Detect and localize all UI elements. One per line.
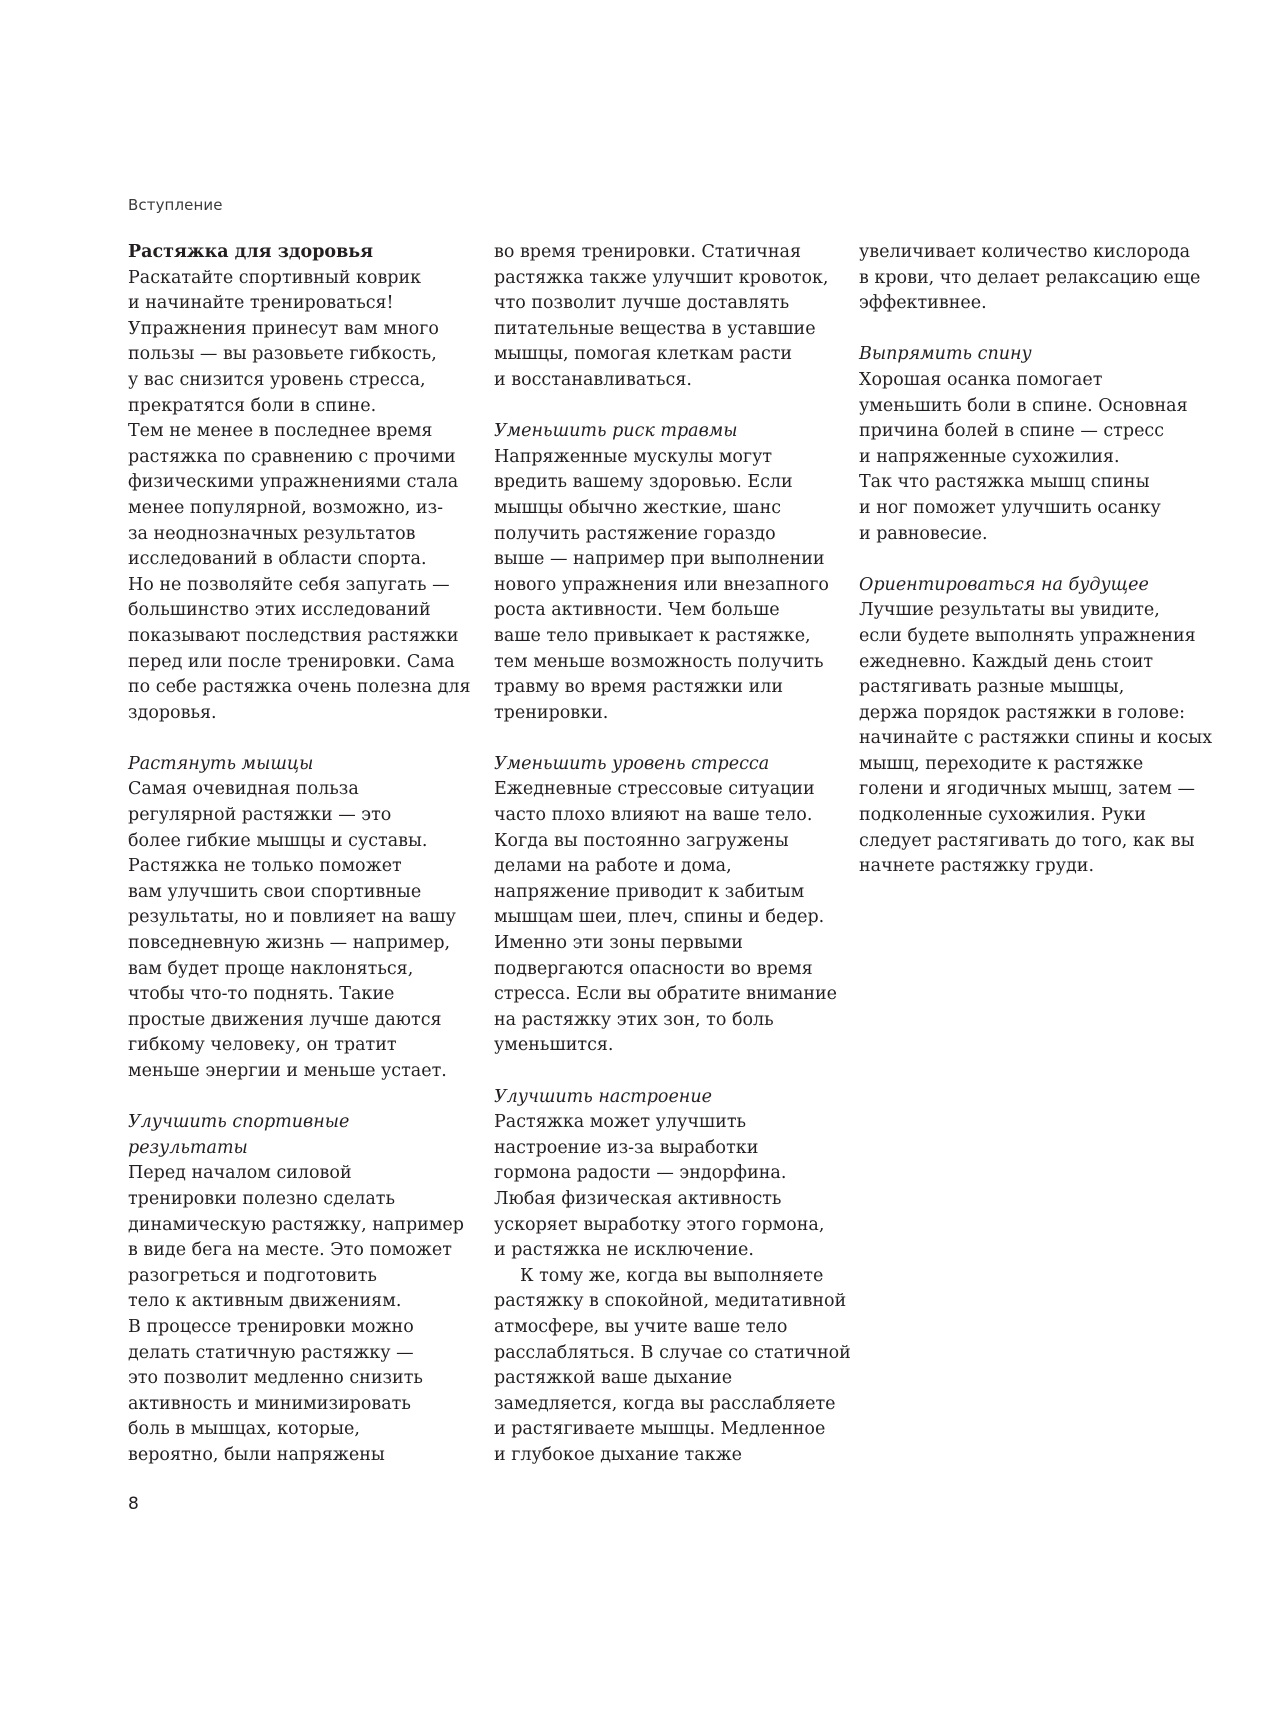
body-text-line: на растяжку этих зон, то боль (494, 1009, 774, 1030)
section-heading-line: Уменьшить риск травмы (494, 421, 738, 442)
body-text-line: Растяжка может улучшить (494, 1112, 747, 1133)
body-text-line: Хорошая осанка помогает (859, 369, 1103, 390)
paragraph-gap (128, 1085, 488, 1111)
body-text-line: Перед началом силовой (128, 1163, 352, 1184)
body-text-line: уменьшится. (494, 1035, 614, 1056)
body-text-line: часто плохо влияют на ваше тело. (494, 805, 813, 826)
body-text-line: эффективнее. (859, 293, 987, 314)
body-text-line: следует растягивать до того, как вы (859, 830, 1195, 851)
body-text-line: мышцы, помогая клеткам расти (494, 344, 793, 365)
body-text-line: тем меньше возможность получить (494, 651, 824, 672)
body-text-line: менее популярной, возможно, из- (128, 497, 444, 518)
body-text-line: нового упражнения или внезапного (494, 574, 829, 595)
body-text-line: если будете выполнять упражнения (859, 625, 1196, 646)
body-text-line: стресса. Если вы обратите внимание (494, 984, 838, 1005)
section-heading-line: Улучшить настроение (494, 1086, 712, 1107)
body-text-line: мышцы обычно жесткие, шанс (494, 497, 782, 518)
body-text-line: это позволит медленно снизить (128, 1368, 423, 1389)
section-heading-line: Уменьшить уровень стресса (494, 753, 770, 774)
section-heading-line: Улучшить спортивные (128, 1112, 350, 1133)
body-text-line: прекратятся боли в спине. (128, 395, 377, 416)
body-text-line: подвергаются опасности во время (494, 958, 813, 979)
body-text-line: активность и минимизировать (128, 1393, 411, 1414)
text-column-2 (494, 240, 854, 1469)
body-text-line: выше — например при выполнении (494, 549, 825, 570)
body-text-line: и глубокое дыхание также (494, 1444, 743, 1465)
body-text-line: Упражнения принесут вам много (128, 318, 439, 339)
body-text-line: и напряженные сухожилия. (859, 446, 1120, 467)
body-text-line: перед или после тренировки. Сама (128, 651, 455, 672)
body-text-line: растяжка также улучшит кровоток, (494, 267, 829, 288)
body-text-line: вам будет проще наклоняться, (128, 958, 414, 979)
body-text-line: растяжку в спокойной, медитативной (494, 1291, 847, 1312)
body-text-line: Тем не менее в последнее время (128, 421, 433, 442)
section-heading-line: Выпрямить спину (859, 344, 1032, 365)
body-text-line: получить растяжение гораздо (494, 523, 776, 544)
body-text-line: начнете растяжку груди. (859, 856, 1095, 877)
body-text-line: и начинайте тренироваться! (128, 293, 394, 314)
body-text-line: по себе растяжка очень полезна для (128, 677, 471, 698)
body-text-line: растягивать разные мышцы, (859, 677, 1125, 698)
body-text-line: В процессе тренировки можно (128, 1316, 414, 1337)
body-text-line: Ежедневные стрессовые ситуации (494, 779, 815, 800)
body-text-line: расслабляться. В случае со статичной (494, 1342, 851, 1363)
body-text-line: что позволит лучше доставлять (494, 293, 790, 314)
body-text-line: держа порядок растяжки в голове: (859, 702, 1185, 723)
body-text-line: растяжка по сравнению с прочими (128, 446, 456, 467)
body-text-line: Лучшие результаты вы увидите, (859, 600, 1160, 621)
body-text-line: чтобы что-то поднять. Такие (128, 984, 395, 1005)
body-text-line: травму во время растяжки или (494, 677, 784, 698)
body-text-line: результаты, но и повлияет на вашу (128, 907, 456, 928)
body-text-line: мышцам шеи, плеч, спины и бедер. (494, 907, 825, 928)
body-text-line: простые движения лучше даются (128, 1009, 442, 1030)
body-text-line: тренировки полезно сделать (128, 1188, 395, 1209)
body-text-line: тренировки. (494, 702, 609, 723)
body-text-line: причина болей в спине — стресс (859, 421, 1165, 442)
body-text-line: во время тренировки. Статичная (494, 242, 802, 262)
body-text-line: здоровья. (128, 702, 217, 723)
body-text-line: ежедневно. Каждый день стоит (859, 651, 1154, 672)
body-text-line: вредить вашему здоровью. Если (494, 472, 793, 493)
body-text-line: меньше энергии и меньше устает. (128, 1061, 447, 1081)
body-text-line: и ног поможет улучшить осанку (859, 497, 1161, 518)
body-text-line: атмосфере, вы учите ваше тело (494, 1316, 788, 1337)
page-number: 8 (128, 1494, 139, 1514)
body-text-line: вам улучшить свои спортивные (128, 881, 422, 902)
body-text-line: разогреться и подготовить (128, 1265, 377, 1286)
body-text-line: делать статичную растяжку — (128, 1342, 414, 1363)
section-heading-line: Ориентироваться на будущее (859, 574, 1149, 595)
body-text-line: регулярной растяжки — это (128, 805, 392, 826)
body-text-line: за неоднозначных результатов (128, 523, 416, 544)
body-text-line: замедляется, когда вы расслабляете (494, 1393, 836, 1414)
body-text-line: боль в мышцах, которые, (128, 1419, 360, 1440)
body-text-line: исследований в области спорта. (128, 549, 427, 570)
paragraph-gap (859, 547, 1219, 573)
body-text-line: начинайте с растяжки спины и косых (859, 728, 1213, 749)
section-heading-line: результаты (128, 1137, 248, 1158)
body-text-line: растяжкой ваше дыхание (494, 1368, 733, 1389)
body-text-line: ваше тело привыкает к растяжке, (494, 625, 811, 646)
body-text-line: более гибкие мышцы и суставы. (128, 830, 428, 851)
body-text-line: ускоряет выработку этого гормона, (494, 1214, 825, 1235)
body-text-line: тело к активным движениям. (128, 1291, 402, 1312)
article-title: Растяжка для здоровья (128, 242, 374, 262)
body-text-line: Так что растяжка мышц спины (859, 472, 1150, 493)
body-text-line: Растяжка не только поможет (128, 856, 402, 877)
body-text-line: показывают последствия растяжки (128, 625, 459, 646)
body-text-line: К тому же, когда вы выполняете (520, 1265, 824, 1286)
body-text-line: динамическую растяжку, например (128, 1214, 464, 1235)
body-text-line: физическими упражнениями стала (128, 472, 459, 493)
body-text-line: Именно эти зоны первыми (494, 933, 743, 954)
body-text-line: голени и ягодичных мышц, затем — (859, 779, 1195, 800)
body-text-line: повседневную жизнь — например, (128, 933, 451, 954)
paragraph-gap (128, 726, 488, 752)
body-text-line: и равновесие. (859, 523, 988, 544)
body-text-line: делами на работе и дома, (494, 856, 732, 877)
body-text-line: Раскатайте спортивный коврик (128, 267, 422, 288)
body-text-line: настроение из-за выработки (494, 1137, 759, 1158)
body-text-line: пользы — вы разовьете гибкость, (128, 344, 437, 365)
body-text-line: напряжение приводит к забитым (494, 881, 805, 902)
body-text-line: мышц, переходите к растяжке (859, 753, 1144, 774)
body-text-line: и восстанавливаться. (494, 369, 692, 390)
body-text-line: питательные вещества в уставшие (494, 318, 816, 339)
body-text-line: Самая очевидная польза (128, 779, 359, 800)
paragraph-gap (494, 726, 854, 752)
body-text-line: вероятно, были напряжены (128, 1444, 385, 1465)
body-text-line: гормона радости — эндорфина. (494, 1163, 787, 1184)
body-text-line: большинство этих исследований (128, 600, 431, 621)
body-text-line: роста активности. Чем больше (494, 600, 780, 621)
body-text-line: подколенные сухожилия. Руки (859, 805, 1146, 826)
body-text-line: Но не позволяйте себя запугать — (128, 574, 450, 595)
body-text-line: увеличивает количество кислорода (859, 242, 1191, 262)
body-text-line: и растягиваете мышцы. Медленное (494, 1419, 826, 1440)
paragraph-gap (494, 1059, 854, 1085)
running-head: Вступление (128, 196, 223, 214)
body-text-line: гибкому человеку, он тратит (128, 1035, 397, 1056)
paragraph-gap (494, 394, 854, 420)
text-column-3 (859, 240, 1219, 880)
paragraph-gap (859, 317, 1219, 343)
section-heading-line: Растянуть мышцы (128, 753, 314, 774)
body-text-line: Любая физическая активность (494, 1188, 782, 1209)
body-text-line: и растяжка не исключение. (494, 1240, 754, 1261)
body-text-line: уменьшить боли в спине. Основная (859, 395, 1188, 416)
body-text-line: в крови, что делает релаксацию еще (859, 267, 1201, 288)
body-text-line: Когда вы постоянно загружены (494, 830, 789, 851)
text-column-1 (128, 240, 488, 1469)
body-text-line: в виде бега на месте. Это поможет (128, 1240, 452, 1261)
body-text-line: у вас снизится уровень стресса, (128, 369, 426, 390)
body-text-line: Напряженные мускулы могут (494, 446, 773, 467)
